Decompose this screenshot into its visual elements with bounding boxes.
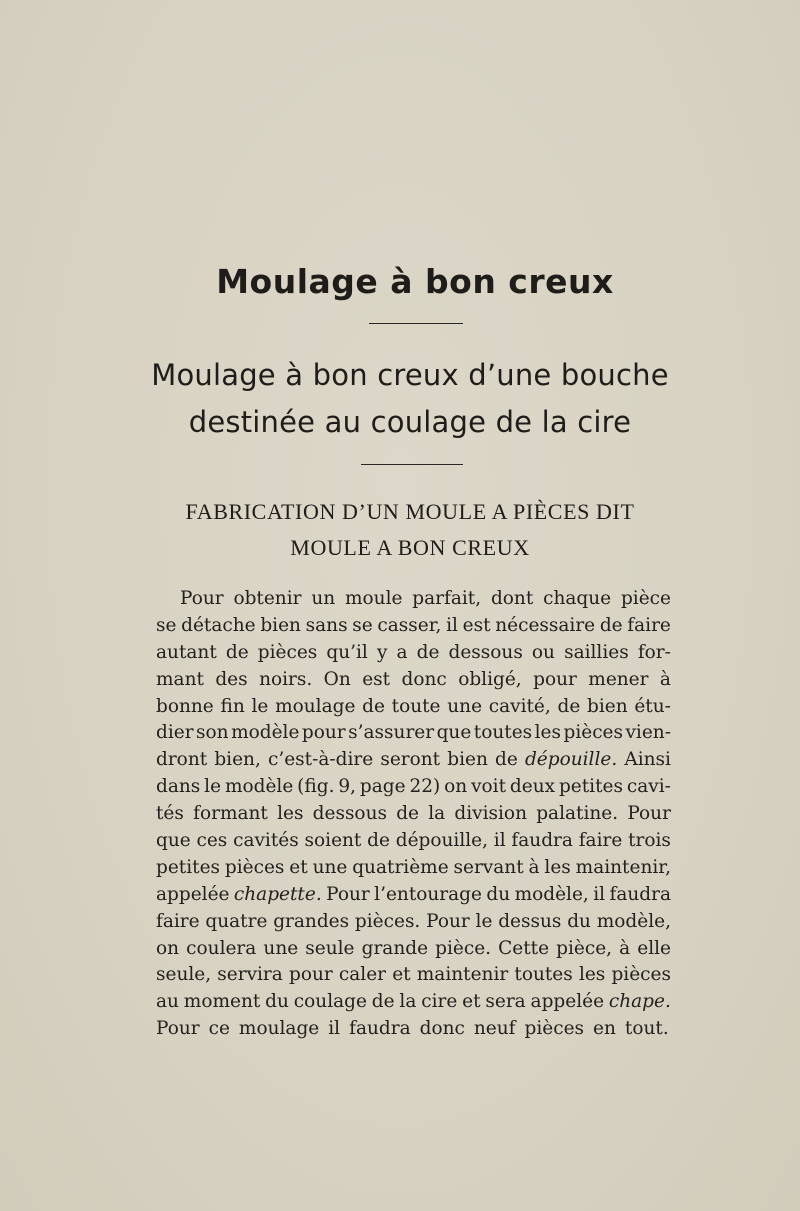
paragraph-line: bonne fin le moulage de toute une cavité, de bien étu- <box>156 695 671 717</box>
paragraph-line: Pour obtenir un moule parfait, dont chaque pièce <box>180 588 671 609</box>
section-heading-line-1: FABRICATION D’UN MOULE A PIÈCES DIT <box>185 499 635 524</box>
paragraph-line: tés formant les dessous de la division palatine. Pour <box>156 803 671 825</box>
paragraph-line: dier son modèle pour s’assurer que toutes les pièces vien- <box>156 722 671 744</box>
subtitle-line-2: destinée au coulage de la cire <box>188 405 632 439</box>
paragraph-line: Pour ce moulage il faudra donc neuf pièces en tout. <box>156 1018 669 1040</box>
paragraph-line: petites pièces et une quatrième servant à les maintenir, <box>156 856 671 878</box>
divider-rule <box>369 323 463 324</box>
page-title: Moulage à bon creux <box>216 262 614 301</box>
section-heading-line-2: MOULE A BON CREUX <box>290 535 530 560</box>
paragraph-line: on coulera une seule grande pièce. Cette pièce, à elle <box>156 937 671 959</box>
subtitle-line-1: Moulage à bon creux d’une bouche <box>151 358 669 392</box>
body-paragraph <box>156 586 671 1043</box>
paragraph-line: mant des noirs. On est donc obligé, pour mener à <box>156 668 671 690</box>
paragraph-line: se détache bien sans se casser, il est nécessaire de faire <box>156 614 671 636</box>
paragraph-line: que ces cavités soient de dépouille, il faudra faire trois <box>156 830 671 852</box>
paragraph-line: dront bien, c’est-à-dire seront bien de dépouille. Ainsi <box>156 749 671 771</box>
paragraph-line: appelée chapette. Pour l’entourage du modèle, il faudra <box>156 883 671 905</box>
divider-rule <box>361 464 463 465</box>
paragraph-line: autant de pièces qu’il y a de dessous ou saillies for- <box>156 641 671 663</box>
paragraph-line: faire quatre grandes pièces. Pour le dessus du modèle, <box>156 910 671 932</box>
paragraph-line: dans le modèle (fig. 9, page 22) on voit deux petites cavi- <box>156 776 671 798</box>
paragraph-line: au moment du coulage de la cire et sera appelée chape. <box>156 991 671 1013</box>
paragraph-line: seule, servira pour caler et maintenir toutes les pièces <box>156 964 671 986</box>
